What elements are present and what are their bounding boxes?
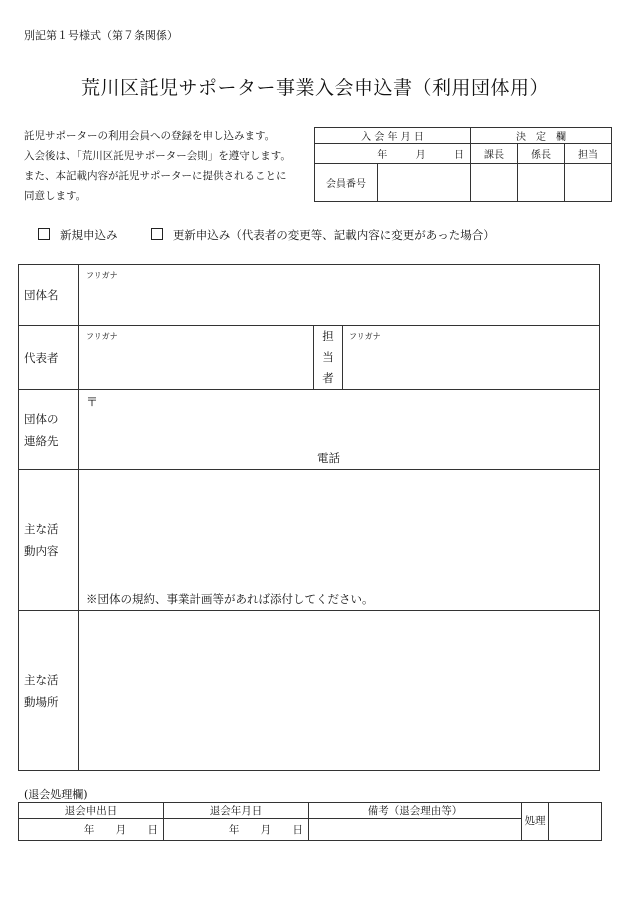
attachment-note: ※団体の規約、事業計画等があれば添付してください。 — [86, 592, 374, 606]
join-date-field[interactable] — [315, 144, 471, 164]
remarks-field[interactable] — [309, 819, 522, 841]
remarks-header: 備考（退会理由等） — [309, 803, 522, 819]
renew-application-label: 更新申込み（代表者の変更等、記載内容に変更があった場合） — [172, 228, 495, 242]
retirement-table — [18, 802, 602, 841]
form-reference: 別記第１号様式（第７条関係） — [24, 29, 178, 42]
furigana-label: フリガナ — [86, 271, 118, 280]
day-label: 日 — [292, 824, 303, 836]
month-label: 月 — [115, 824, 127, 836]
day-label: 日 — [147, 824, 158, 836]
group-name-field[interactable] — [79, 265, 600, 326]
contact-label-line: 団体の — [24, 411, 59, 426]
member-number-label: 会員番号 — [315, 164, 378, 202]
retire-date-header: 退会年月日 — [164, 803, 309, 819]
retire-date-field[interactable] — [164, 819, 309, 841]
contact-label-line: 連絡先 — [24, 433, 59, 448]
activity-label-line: 主な活 — [24, 522, 59, 536]
place-label-line: 動場所 — [24, 694, 59, 709]
person-in-charge-label — [314, 326, 343, 390]
place-label-line: 主な活 — [24, 672, 59, 687]
request-date-field[interactable] — [19, 819, 164, 841]
process-label: 処理 — [522, 803, 549, 841]
month-label: 月 — [415, 150, 426, 161]
join-date-header: 入 会 年 月 日 — [315, 128, 471, 144]
activity-label-line: 動内容 — [24, 544, 59, 558]
decision-header: 決 定 欄 — [471, 128, 612, 144]
person-in-charge-char: 者 — [322, 371, 334, 385]
intro-line: 託児サポーターの利用会員への登録を申し込みます。 — [24, 130, 276, 142]
new-application-checkbox[interactable] — [38, 228, 50, 240]
year-label: 年 — [228, 824, 240, 836]
day-label: 日 — [454, 150, 464, 161]
person-in-charge-field[interactable] — [343, 326, 600, 390]
activity-place-label — [19, 611, 79, 771]
office-use-table — [314, 127, 612, 202]
section-chief-stamp[interactable] — [471, 164, 518, 202]
postal-mark: 〒 — [86, 395, 99, 409]
contact-field[interactable] — [79, 390, 600, 470]
member-number-field[interactable] — [378, 164, 471, 202]
intro-text — [24, 126, 314, 206]
intro-line: 同意します。 — [24, 190, 87, 202]
month-label: 月 — [260, 824, 272, 836]
section-chief-header: 課長 — [471, 144, 518, 164]
furigana-label: フリガナ — [86, 332, 118, 341]
contact-label — [19, 390, 79, 470]
subsection-chief-stamp[interactable] — [518, 164, 565, 202]
staff-header: 担当 — [565, 144, 612, 164]
person-in-charge-char: 担 — [322, 329, 334, 343]
representative-field[interactable] — [79, 326, 314, 390]
retirement-section-label: (退会処理欄) — [24, 788, 88, 801]
application-form-table — [18, 264, 600, 771]
year-label: 年 — [83, 824, 95, 836]
application-type — [38, 227, 495, 243]
furigana-label: フリガナ — [349, 332, 381, 341]
activity-content-label — [19, 470, 79, 611]
intro-line: また、本記載内容が託児サポーターに提供されることに — [24, 170, 287, 182]
person-in-charge-char: 当 — [322, 350, 334, 364]
request-date-header: 退会申出日 — [19, 803, 164, 819]
renew-application-checkbox[interactable] — [151, 228, 163, 240]
phone-label: 電話 — [317, 451, 340, 465]
activity-content-field[interactable] — [79, 470, 600, 611]
process-stamp[interactable] — [549, 803, 602, 841]
new-application-label: 新規申込み — [60, 228, 118, 242]
year-label: 年 — [377, 150, 388, 161]
subsection-chief-header: 係長 — [518, 144, 565, 164]
group-name-label: 団体名 — [19, 265, 79, 326]
page-title: 荒川区託児サポーター事業入会申込書（利用団体用） — [80, 77, 549, 99]
intro-line: 入会後は、「荒川区託児サポーター会則」を遵守します。 — [24, 150, 291, 162]
staff-stamp[interactable] — [565, 164, 612, 202]
activity-place-field[interactable] — [79, 611, 600, 771]
representative-label: 代表者 — [19, 326, 79, 390]
